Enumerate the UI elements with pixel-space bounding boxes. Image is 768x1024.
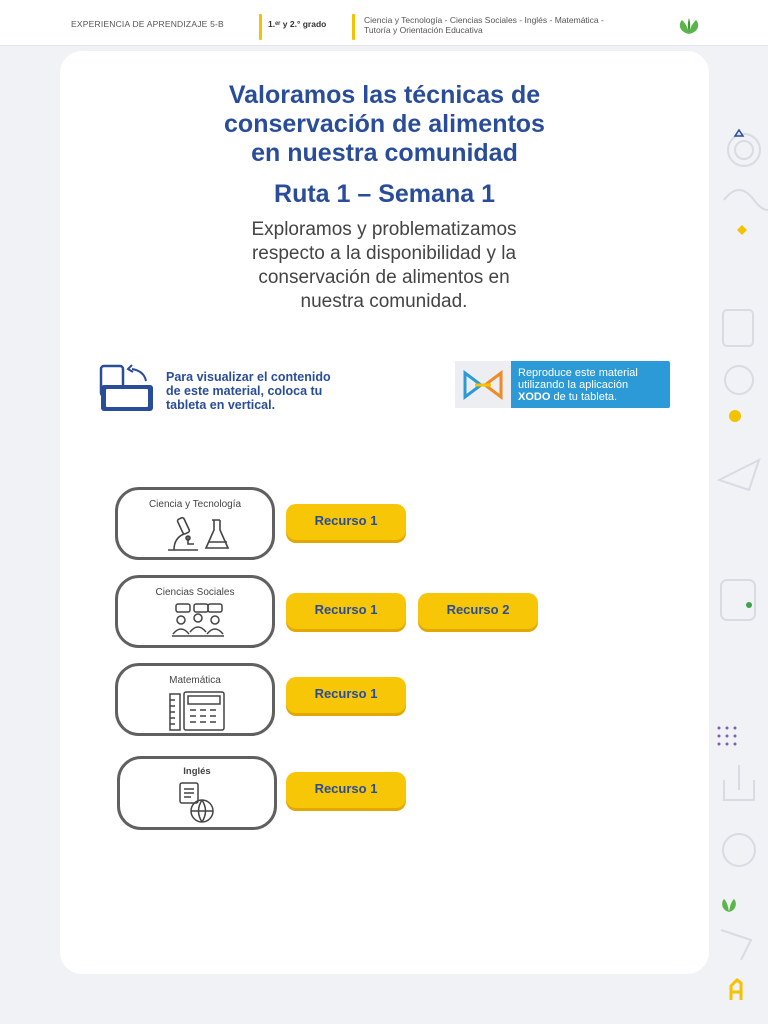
experience-label: EXPERIENCIA DE APRENDIZAJE 5-B	[71, 19, 224, 29]
tablet-notice-text	[166, 370, 386, 412]
areas-line: Ciencia y Tecnología - Ciencias Sociales - Inglés - Matemática -	[364, 15, 604, 25]
xodo-logo-box	[455, 361, 511, 408]
content-card	[60, 51, 709, 974]
areas-line: Tutoría y Orientación Educativa	[364, 25, 483, 35]
subject-card-ciencias-sociales	[115, 575, 275, 648]
document-globe-icon	[176, 781, 220, 825]
subject-card-ingles	[117, 756, 277, 830]
notice-line: de este material, coloca tu	[166, 384, 323, 398]
grade-label: 1.ᵉʳ y 2.° grado	[268, 19, 327, 29]
tablet-orientation-notice	[98, 363, 388, 418]
description-line: Exploramos y problematizamos	[251, 219, 517, 240]
microscope-flask-icon	[162, 514, 234, 556]
recurso-button-matematica-1[interactable]: Recurso 1	[286, 677, 406, 713]
subject-label: Ciencias Sociales	[155, 587, 235, 598]
title-line: en nuestra comunidad	[251, 139, 518, 167]
xodo-line: Reproduce este material	[518, 367, 638, 379]
xodo-notice	[455, 361, 670, 408]
tablet-rotate-icon	[98, 363, 156, 413]
notice-line: tableta en vertical.	[166, 398, 276, 412]
description-line: nuestra comunidad.	[300, 291, 468, 312]
xodo-line	[518, 391, 668, 403]
xodo-app-name: XODO	[518, 391, 551, 403]
subject-label: Inglés	[183, 766, 211, 777]
subject-label: Ciencia y Tecnología	[148, 499, 242, 510]
group-meeting-icon	[168, 602, 228, 642]
title-line: conservación de alimentos	[224, 110, 545, 138]
xodo-logo-icon	[455, 361, 511, 408]
recurso-button-ciencias-sociales-1[interactable]: Recurso 1	[286, 593, 406, 629]
recurso-button-ciencias-sociales-2[interactable]: Recurso 2	[418, 593, 538, 629]
description	[184, 218, 584, 314]
page-title	[60, 81, 709, 168]
notice-line: Para visualizar el contenido	[166, 370, 331, 384]
xodo-notice-text	[518, 367, 668, 403]
page-header	[0, 0, 768, 46]
xodo-line: utilizando la aplicación	[518, 379, 629, 391]
subject-card-matematica	[115, 663, 275, 736]
title-line: Valoramos las técnicas de	[228, 81, 541, 109]
recurso-button-ingles-1[interactable]: Recurso 1	[286, 772, 406, 808]
route-week-heading: Ruta 1 – Semana 1	[274, 180, 495, 208]
subject-label: Matemática	[169, 675, 221, 686]
calculator-ruler-icon	[168, 690, 228, 732]
recurso-button-ciencia-tecnologia-1[interactable]: Recurso 1	[286, 504, 406, 540]
subject-card-ciencia-tecnologia	[115, 487, 275, 560]
header-divider	[352, 14, 355, 40]
areas-label	[364, 15, 664, 35]
background-doodles	[709, 60, 768, 1020]
description-line: respecto a la disponibilidad y la	[251, 243, 517, 264]
xodo-line-rest: de tu tableta.	[550, 391, 618, 403]
header-divider	[259, 14, 262, 40]
leaf-icon	[674, 16, 704, 36]
description-line: conservación de alimentos en	[258, 267, 510, 288]
